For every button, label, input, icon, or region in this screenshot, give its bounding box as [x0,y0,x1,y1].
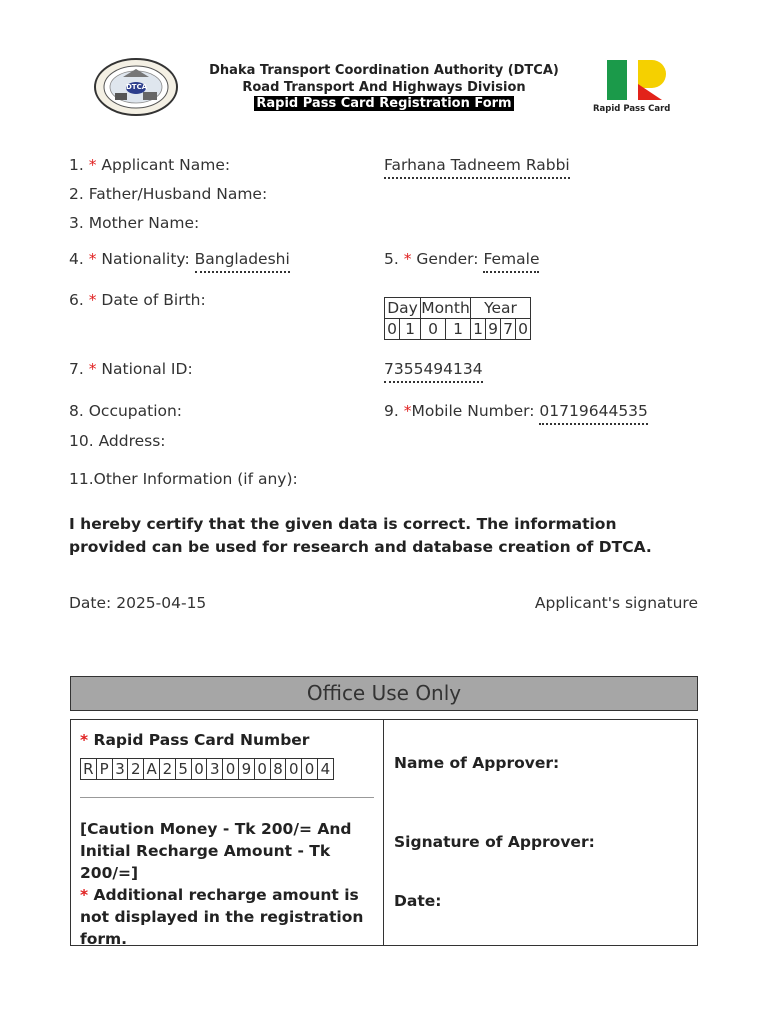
rapid-pass-caption: Rapid Pass Card [593,104,671,114]
certification-text: I hereby certify that the given data is correct. The information provided can be used for research and database creation of DTCA. [69,515,652,556]
dob-digit: 0 [516,319,531,340]
card-number-cell: 4 [318,758,334,780]
dob-label: 6. * Date of Birth: [69,291,206,309]
dob-digit: 9 [486,319,501,340]
approver-name-label: Name of Approver: [394,754,560,772]
card-number-cell: 2 [128,758,144,780]
dob-day-header: Day [385,298,421,319]
mobile-field: 9. *Mobile Number: 01719644535 [384,402,648,420]
occupation-label: 8. Occupation: [69,402,183,420]
dob-year-header: Year [471,298,531,319]
nid-value: 7355494134 [384,360,483,383]
card-number-cell: 3 [207,758,223,780]
address-label: 10. Address: [69,432,166,450]
dob-digit: 0 [385,319,400,340]
division-name: Road Transport And Highways Division [242,80,526,95]
card-number-cell: A [144,758,160,780]
card-number-cell: 0 [192,758,208,780]
nid-label: 7. * National ID: [69,360,193,378]
dob-digit: 1 [446,319,471,340]
card-number-cell: 0 [255,758,271,780]
card-number-label: * Rapid Pass Card Number [80,731,310,749]
office-use-header: Office Use Only [70,676,698,711]
card-number-cell: 3 [113,758,129,780]
dob-table [384,297,531,340]
approver-date-label: Date: [394,892,442,910]
card-number-cell: 8 [271,758,287,780]
card-number-cell: 9 [239,758,255,780]
applicant-name-label: 1. * Applicant Name: [69,156,231,174]
card-number-cell: 0 [302,758,318,780]
dob-digit: 7 [501,319,516,340]
applicant-signature-label: Applicant's signature [534,594,698,612]
mother-name-label: 3. Mother Name: [69,214,200,232]
office-column-divider [383,720,384,945]
office-separator [80,797,374,798]
dob-month-header: Month [421,299,470,317]
form-title: Rapid Pass Card Registration Form [256,96,512,111]
dtca-seal-text: DTCA [126,83,148,91]
father-name-label: 2. Father/Husband Name: [69,185,268,203]
mobile-value: 01719644535 [539,402,647,425]
gender-field: 5. * Gender: Female [384,250,539,268]
card-number-cell: 2 [160,758,176,780]
card-number-cells [80,758,334,780]
card-number-cell: P [97,758,113,780]
dob-digit: 1 [400,319,421,340]
dob-digit: 0 [421,319,446,340]
card-number-cell: R [80,758,97,780]
date-value: 2025-04-15 [116,594,207,612]
applicant-name-value: Farhana Tadneem Rabbi [384,156,570,179]
date-field: Date: 2025-04-15 [69,594,207,612]
gender-value: Female [483,250,539,273]
nationality-field: 4. * Nationality: Bangladeshi [69,250,290,268]
other-info-label: 11.Other Information (if any): [69,470,298,488]
nationality-value: Bangladeshi [195,250,290,273]
dob-digit: 1 [471,319,486,340]
additional-note: * Additional recharge amount is not displayed in the registration form. [80,886,364,948]
rapid-pass-logo [590,58,690,118]
card-number-cell: 5 [176,758,192,780]
card-number-cell: 0 [286,758,302,780]
org-name: Dhaka Transport Coordination Authority (DTCA) [209,63,559,78]
card-number-cell: 0 [223,758,239,780]
caution-money-text: [Caution Money - Tk 200/= And Initial Recharge Amount - Tk 200/=] [80,820,352,882]
approver-signature-label: Signature of Approver: [394,833,595,851]
